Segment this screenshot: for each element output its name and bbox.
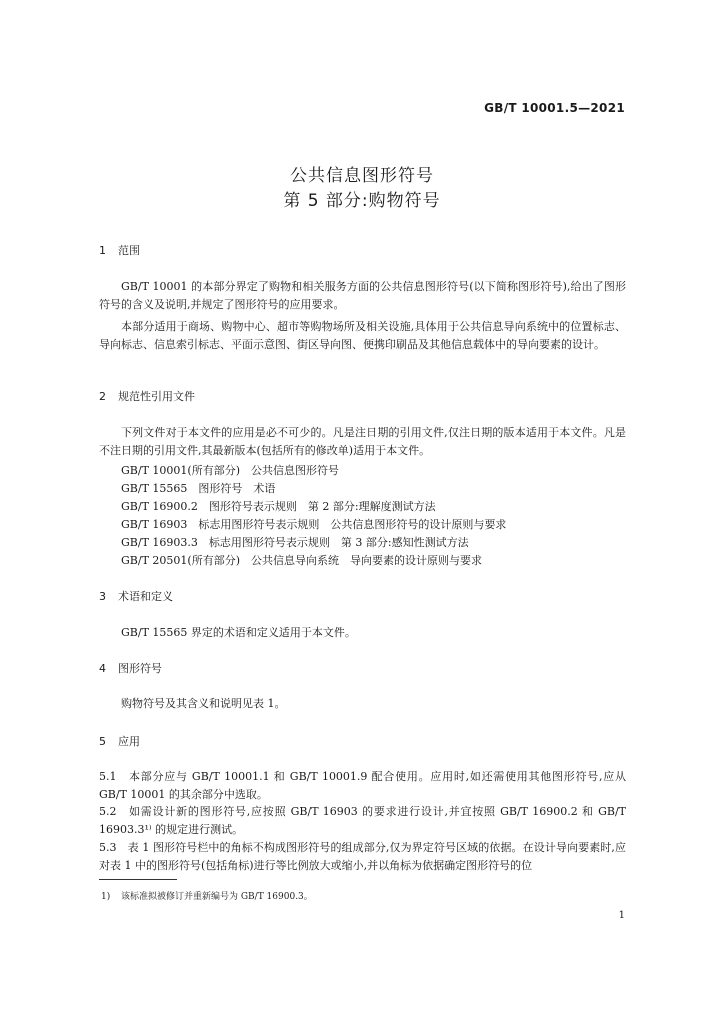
- section-title: 规范性引用文件: [118, 390, 195, 403]
- footnote-text: 该标准拟被修订并重新编号为 GB/T 16900.3。: [121, 892, 313, 902]
- reference-item: GB/T 16903.3 标志用图形符号表示规则 第 3 部分:感知性测试方法: [121, 536, 469, 549]
- document-subtitle: 第 5 部分:购物符号: [283, 191, 441, 211]
- reference-item: GB/T 10001(所有部分) 公共信息图形符号: [121, 464, 339, 477]
- section-heading-normative-references: [99, 388, 195, 404]
- section-title: 应用: [118, 735, 140, 748]
- clause-5-2: 5.2 如需设计新的图形符号,应按照 GB/T 16903 的要求进行设计,并宜按照 GB/T 16900.2 和 GB/T 16903.3¹⁾ 的规定进行测试。: [99, 805, 626, 836]
- symbols-paragraph: 购物符号及其含义和说明见表 1。: [121, 697, 286, 710]
- terms-paragraph: GB/T 15565 界定的术语和定义适用于本文件。: [121, 626, 356, 639]
- page-number: 1: [618, 910, 625, 921]
- section-heading-terms: [99, 588, 173, 604]
- reference-item: GB/T 16903 标志用图形符号表示规则 公共信息图形符号的设计原则与要求: [121, 518, 507, 531]
- reference-item: GB/T 16900.2 图形符号表示规则 第 2 部分:理解度测试方法: [121, 500, 436, 513]
- references-intro-paragraph: 下列文件对于本文件的应用是必不可少的。凡是注日期的引用文件,仅注日期的版本适用于本文件。凡是不注日期的引用文件,其最新版本(包括所有的修改单)适用于本文件。: [99, 426, 626, 457]
- section-number: 2: [99, 390, 106, 403]
- clause-5-1: 5.1 本部分应与 GB/T 10001.1 和 GB/T 10001.9 配合使用。应用时,如还需使用其他图形符号,应从 GB/T 10001 的其余部分中选取。: [99, 770, 626, 801]
- standard-number: GB/T 10001.5—2021: [484, 101, 625, 115]
- document-title: 公共信息图形符号: [290, 166, 434, 186]
- section-number: 5: [99, 735, 106, 748]
- footnote-mark: 1): [101, 892, 111, 902]
- section-heading-scope: [99, 242, 140, 258]
- section-title: 术语和定义: [118, 590, 173, 603]
- clause-5-3: 5.3 表 1 图形符号栏中的角标不构成图形符号的组成部分,仅为界定符号区域的依据。在设计导向要素时,应对表 1 中的图形符号(包括角标)进行等比例放大或缩小,并以角标为依据确定图形符号的位: [99, 841, 626, 872]
- footnote: [101, 889, 313, 902]
- reference-item: GB/T 15565 图形符号 术语: [121, 482, 276, 495]
- scope-paragraph-2: 本部分适用于商场、购物中心、超市等购物场所及相关设施,具体用于公共信息导向系统中的位置标志、导向标志、信息索引标志、平面示意图、街区导向图、便携印刷品及其他信息载体中的导向要素的设计。: [99, 320, 626, 351]
- section-heading-graphical-symbols: [99, 660, 162, 676]
- section-heading-application: [99, 733, 140, 749]
- section-title: 范围: [118, 244, 140, 257]
- scope-paragraph-1: GB/T 10001 的本部分界定了购物和相关服务方面的公共信息图形符号(以下简称图形符号),给出了图形符号的含义及说明,并规定了图形符号的应用要求。: [99, 280, 626, 311]
- section-number: 3: [99, 590, 106, 603]
- reference-item: GB/T 20501(所有部分) 公共信息导向系统 导向要素的设计原则与要求: [121, 554, 482, 567]
- section-number: 1: [99, 244, 106, 257]
- section-title: 图形符号: [118, 662, 162, 675]
- section-number: 4: [99, 662, 106, 675]
- footnote-divider: [99, 879, 177, 880]
